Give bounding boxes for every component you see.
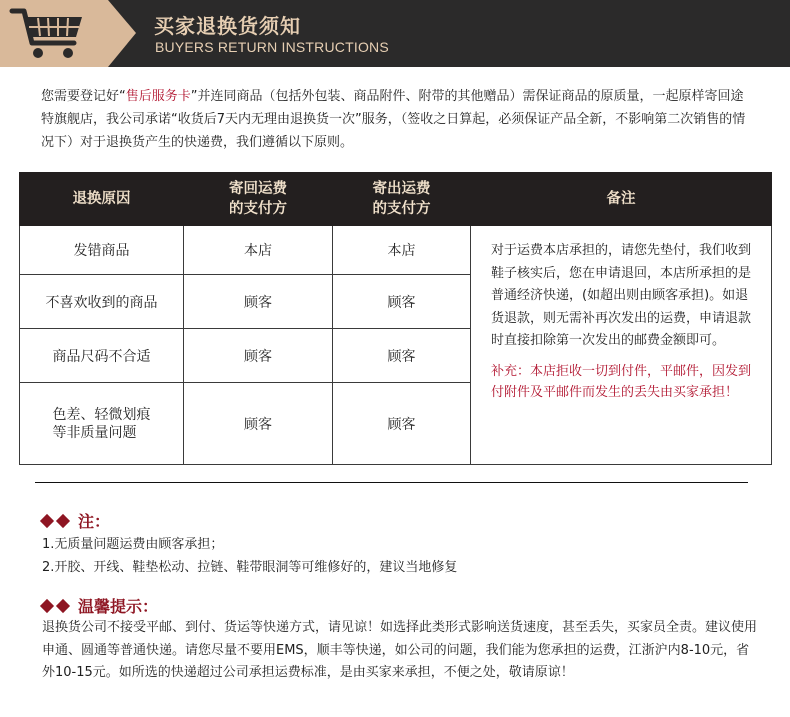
remark-supplement: 补充：本店拒收一切到付件，平邮件，因发到付附件及平邮件而发生的丢失由买家承担！: [491, 363, 752, 400]
send-payer-cell: 本店: [333, 226, 471, 275]
intro-text-1: 您需要登记好“: [41, 89, 126, 104]
reason-cell: 发错商品: [20, 226, 184, 275]
return-payer-cell: 顾客: [184, 383, 333, 465]
table-row: [20, 226, 772, 275]
shopping-cart-icon: [8, 3, 88, 63]
section-divider: [35, 482, 748, 483]
diamond-icon: [40, 513, 54, 527]
list-item: 2.开胶、开线、鞋垫松动、拉链、鞋带眼洞等可维修好的，建议当地修复: [42, 559, 458, 575]
header-banner: [0, 0, 790, 67]
cart-tab: [0, 0, 136, 67]
remark-text: 对于运费本店承担的，请您先垫付，我们收到鞋子核实后，您在申请退回，本店所承担的是普通经济快递，(如超出则由顾客承担)。如退货退款，则无需补再次发出的运费，申请退款时直接扣除第一次发出的邮费金额即可。: [491, 243, 752, 348]
table-header-row: [20, 173, 772, 226]
diamond-icon: [40, 598, 54, 612]
col-header-return-shipping: 寄回运费 的支付方: [184, 173, 333, 226]
return-payer-cell: 顾客: [184, 329, 333, 383]
tips-text: 退换货公司不接受平邮、到付、货运等快递方式，请见谅！如选择此类形式影响送货速度，甚至丢失，买家员全责。建议使用申通、圆通等普通快递。请您尽量不要用EMS，顺丰等快递，如公司的问题，我们能为您承担的运费，江浙沪内8-10元，省外10-15元。如所选的快递超过公司承担运费标准，是由买家来承担，不便之处，敬请原谅！: [42, 620, 758, 680]
diamond-icon: [56, 598, 70, 612]
list-item: 1.无质量问题运费由顾客承担；: [42, 537, 224, 552]
after-sales-card-highlight: 售后服务卡: [125, 89, 191, 104]
send-payer-cell: 顾客: [333, 383, 471, 465]
diamond-icon: [56, 513, 70, 527]
send-payer-cell: 顾客: [333, 275, 471, 329]
remark-cell: [471, 226, 772, 465]
col-header-remark: 备注: [471, 173, 772, 226]
notice-heading: 注：: [42, 509, 110, 532]
reason-cell: 色差、轻微划痕等非质量问题: [20, 383, 184, 465]
tips-heading: 温馨提示：: [42, 594, 158, 617]
page-title: 买家退换货须知: [154, 14, 301, 38]
send-payer-cell: 顾客: [333, 329, 471, 383]
intro-text-2: ”并连同商品（包括外包装、商品附件、附带的其他赠品）需保证商品的原质量，一起原样寄回途特旗舰店，我公司承诺“收货后7天内无理由退换货一次”服务，（签收之日算起，必须保证产品全新，不影响第二次销售的情况下）对于退换货产生的快递费，我们遵循以下原则。: [41, 89, 746, 150]
return-payer-cell: 本店: [184, 226, 333, 275]
notice-list: [42, 534, 457, 579]
page-subtitle: BUYERS RETURN INSTRUCTIONS: [155, 39, 389, 55]
reason-cell: 商品尺码不合适: [20, 329, 184, 383]
col-header-reason: 退换原因: [20, 173, 184, 226]
col-header-send-shipping: 寄出运费 的支付方: [333, 173, 471, 226]
return-payer-cell: 顾客: [184, 275, 333, 329]
return-rules-table: [19, 172, 772, 465]
intro-paragraph: [41, 85, 751, 154]
reason-cell: 不喜欢收到的商品: [20, 275, 184, 329]
